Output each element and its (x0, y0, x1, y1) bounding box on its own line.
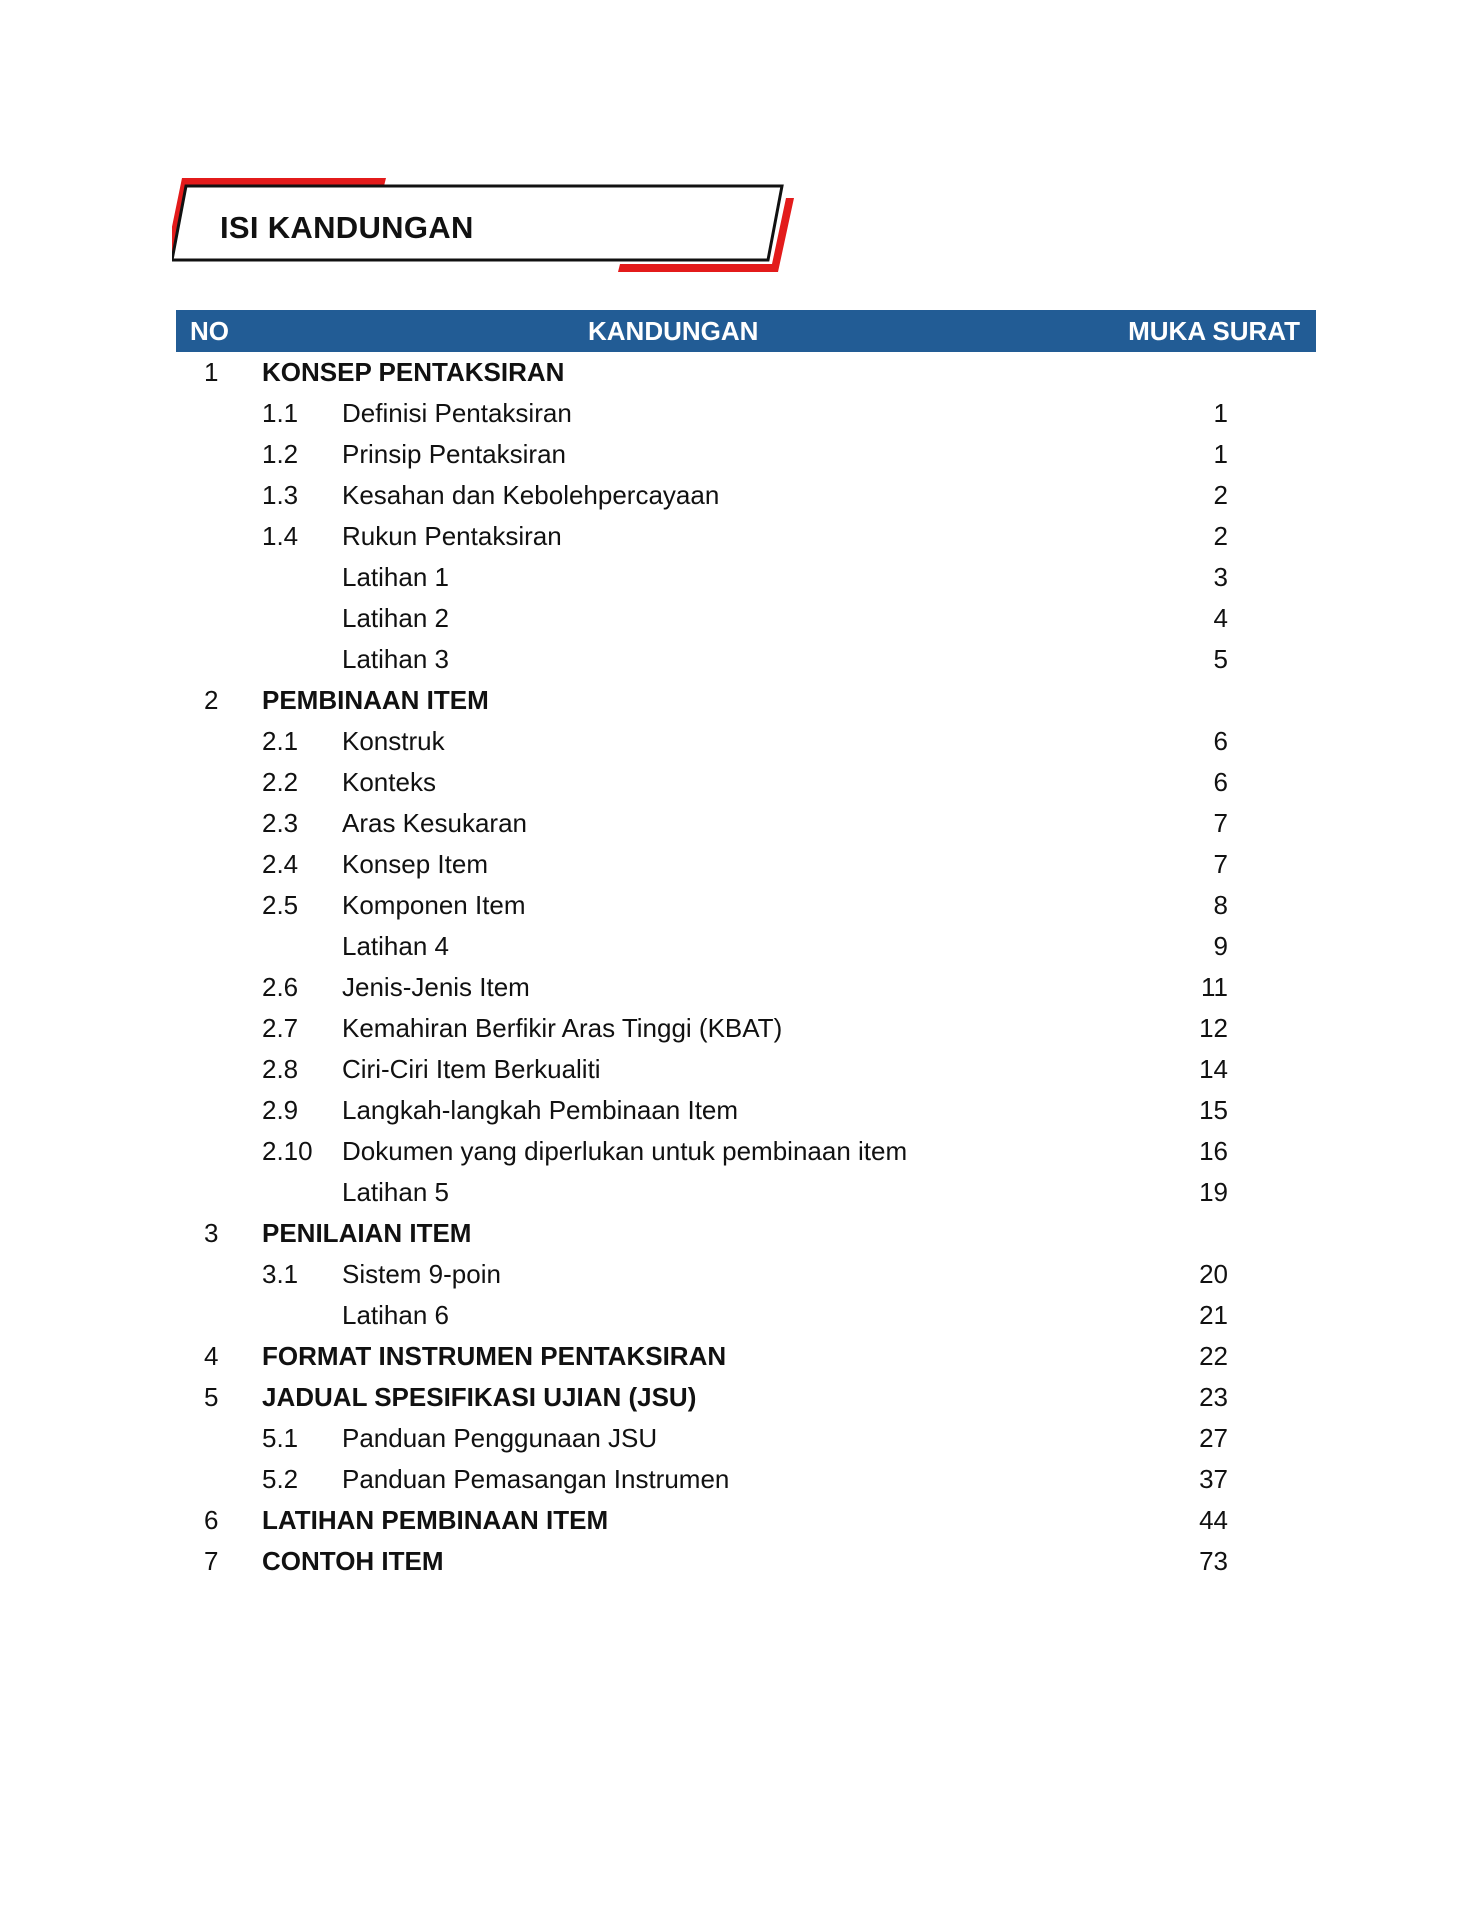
section-title: Konteks (342, 767, 436, 797)
section-number: 2.3 (262, 808, 299, 838)
page-number: 7 (1213, 808, 1228, 838)
page-number: 6 (1213, 726, 1228, 756)
page-number: 20 (1199, 1259, 1228, 1289)
chapter-title: KONSEP PENTAKSIRAN (262, 357, 565, 387)
page-number: 5 (1213, 644, 1228, 674)
section-number: 1.3 (262, 480, 299, 510)
page-number: 9 (1213, 931, 1228, 961)
section-number: 2.8 (262, 1054, 299, 1084)
page-number: 21 (1199, 1300, 1228, 1330)
toc-section-row (176, 598, 1316, 639)
chapter-title: PEMBINAAN ITEM (262, 685, 489, 715)
section-title: Komponen Item (342, 890, 526, 920)
section-number: 1.4 (262, 521, 299, 551)
page-number: 1 (1213, 398, 1228, 428)
section-number: 2.4 (262, 849, 299, 879)
page-number: 4 (1213, 603, 1228, 633)
toc-section-row (176, 1254, 1316, 1295)
page-number: 15 (1199, 1095, 1228, 1125)
toc-chapter-row (176, 1336, 1316, 1377)
toc-header-bar (176, 310, 1316, 352)
section-number: 2.2 (262, 767, 299, 797)
page-number: 14 (1199, 1054, 1228, 1084)
section-title: Rukun Pentaksiran (342, 521, 562, 551)
page-number: 2 (1213, 480, 1228, 510)
title-banner (172, 178, 794, 282)
section-title: Latihan 5 (342, 1177, 449, 1207)
section-title: Latihan 2 (342, 603, 449, 633)
page-number: 37 (1199, 1464, 1228, 1494)
toc-section-row (176, 967, 1316, 1008)
chapter-title: PENILAIAN ITEM (262, 1218, 472, 1248)
chapter-number: 7 (204, 1546, 219, 1576)
page-number: 27 (1199, 1423, 1228, 1453)
section-number: 2.10 (262, 1136, 313, 1166)
section-title: Ciri-Ciri Item Berkualiti (342, 1054, 601, 1084)
toc-section-row (176, 393, 1316, 434)
toc-section-row (176, 885, 1316, 926)
section-number: 3.1 (262, 1259, 299, 1289)
section-number: 5.2 (262, 1464, 299, 1494)
page-number: 7 (1213, 849, 1228, 879)
section-title: Latihan 1 (342, 562, 449, 592)
toc-section-row (176, 1049, 1316, 1090)
toc-section-row (176, 1295, 1316, 1336)
section-number: 2.5 (262, 890, 299, 920)
page-number: 1 (1213, 439, 1228, 469)
section-number: 2.7 (262, 1013, 299, 1043)
toc-section-row (176, 434, 1316, 475)
toc-chapter-row (176, 1500, 1316, 1541)
table-of-contents (176, 352, 1316, 1582)
chapter-number: 3 (204, 1218, 219, 1248)
page-number: 19 (1199, 1177, 1228, 1207)
toc-chapter-row (176, 1213, 1316, 1254)
header-no: NO (190, 316, 229, 346)
toc-section-row (176, 762, 1316, 803)
toc-section-row (176, 721, 1316, 762)
section-title: Latihan 6 (342, 1300, 449, 1330)
page-number: 12 (1199, 1013, 1228, 1043)
toc-section-row (176, 844, 1316, 885)
page-number: 23 (1199, 1382, 1228, 1412)
toc-chapter-row (176, 680, 1316, 721)
section-number: 2.6 (262, 972, 299, 1002)
section-title: Aras Kesukaran (342, 808, 527, 838)
page-number: 11 (1201, 972, 1228, 1002)
section-title: Definisi Pentaksiran (342, 398, 572, 428)
toc-section-row (176, 926, 1316, 967)
toc-chapter-row (176, 352, 1316, 393)
toc-section-row (176, 639, 1316, 680)
section-number: 2.1 (262, 726, 299, 756)
toc-chapter-row (176, 1541, 1316, 1582)
header-content: KANDUNGAN (588, 316, 759, 346)
toc-section-row (176, 803, 1316, 844)
section-number: 2.9 (262, 1095, 299, 1125)
section-title: Konsep Item (342, 849, 488, 879)
section-title: Langkah-langkah Pembinaan Item (342, 1095, 739, 1125)
toc-section-row (176, 1418, 1316, 1459)
toc-section-row (176, 1459, 1316, 1500)
section-title: Sistem 9-poin (342, 1259, 501, 1289)
toc-section-row (176, 557, 1316, 598)
chapter-number: 5 (204, 1382, 219, 1412)
chapter-number: 6 (204, 1505, 219, 1535)
toc-section-row (176, 1090, 1316, 1131)
section-title: Dokumen yang diperlukan untuk pembinaan item (342, 1136, 908, 1166)
section-title: Prinsip Pentaksiran (342, 439, 566, 469)
section-title: Latihan 4 (342, 931, 449, 961)
page-number: 6 (1213, 767, 1228, 797)
chapter-title: LATIHAN PEMBINAAN ITEM (262, 1505, 609, 1535)
section-title: Konstruk (342, 726, 445, 756)
page-number: 2 (1213, 521, 1228, 551)
section-title: Latihan 3 (342, 644, 449, 674)
toc-section-row (176, 1172, 1316, 1213)
section-title: Panduan Pemasangan Instrumen (342, 1464, 730, 1494)
toc-section-row (176, 1008, 1316, 1049)
section-number: 1.1 (262, 398, 299, 428)
chapter-title: JADUAL SPESIFIKASI UJIAN (JSU) (262, 1382, 697, 1412)
section-title: Panduan Penggunaan JSU (342, 1423, 658, 1453)
section-title: Kesahan dan Kebolehpercayaan (342, 480, 720, 510)
header-page: MUKA SURAT (1128, 316, 1300, 346)
page-number: 3 (1213, 562, 1228, 592)
page-number: 22 (1199, 1341, 1228, 1371)
toc-section-row (176, 516, 1316, 557)
section-title: Jenis-Jenis Item (342, 972, 530, 1002)
chapter-number: 2 (204, 685, 219, 715)
toc-chapter-row (176, 1377, 1316, 1418)
chapter-title: CONTOH ITEM (262, 1546, 444, 1576)
chapter-number: 1 (204, 357, 219, 387)
section-title: Kemahiran Berfikir Aras Tinggi (KBAT) (342, 1013, 783, 1043)
chapter-title: FORMAT INSTRUMEN PENTAKSIRAN (262, 1341, 727, 1371)
chapter-number: 4 (204, 1341, 219, 1371)
page-number: 73 (1199, 1546, 1228, 1576)
page-number: 16 (1199, 1136, 1228, 1166)
page-number: 44 (1199, 1505, 1228, 1535)
toc-section-row (176, 475, 1316, 516)
section-number: 5.1 (262, 1423, 299, 1453)
page-title: ISI KANDUNGAN (220, 210, 474, 245)
section-number: 1.2 (262, 439, 299, 469)
page-number: 8 (1213, 890, 1228, 920)
toc-section-row (176, 1131, 1316, 1172)
